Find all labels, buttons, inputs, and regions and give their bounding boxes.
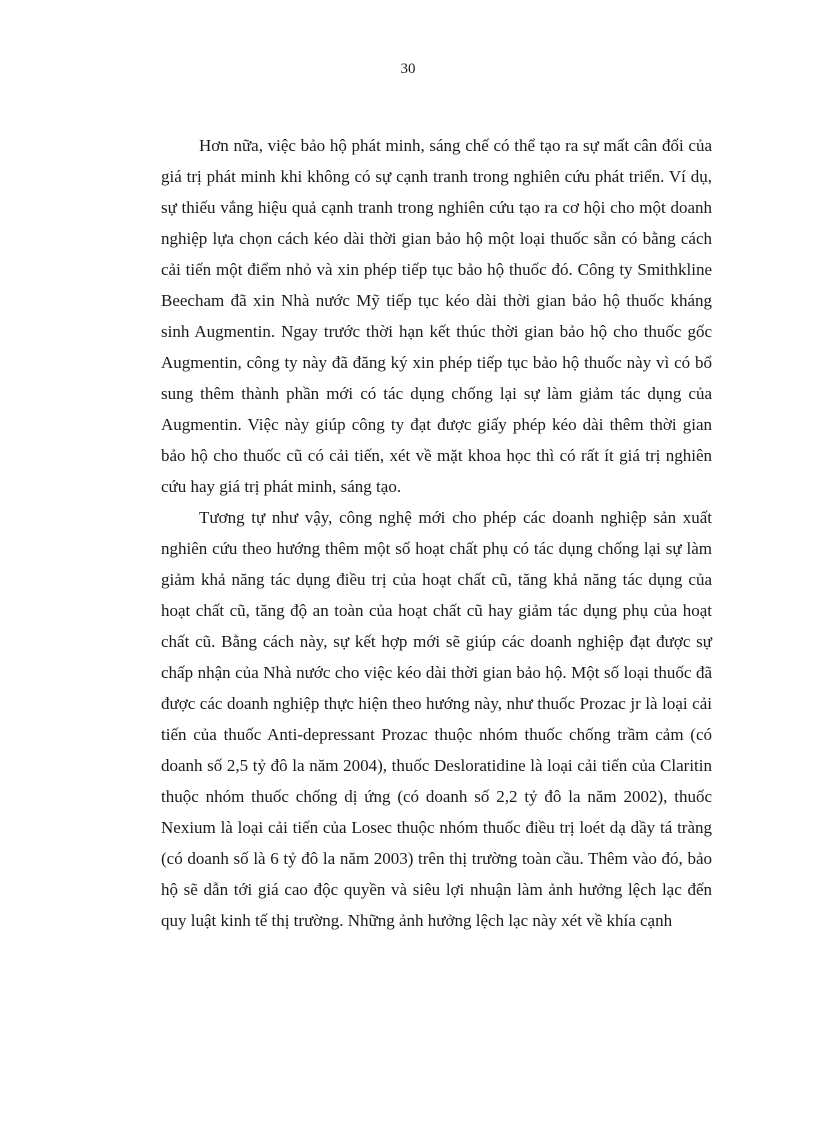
body-text: [161, 130, 712, 936]
paragraph-new-technology: Tương tự như vậy, công nghệ mới cho phép các doanh nghiệp sản xuất nghiên cứu theo hướng thêm một số hoạt chất phụ có tác dụng chống lại sự làm giảm khả năng tác dụng điều trị của hoạt chất cũ, tăng khả năng tác dụng của hoạt chất cũ, tăng độ an toàn của hoạt chất cũ hay giảm tác dụng phụ của hoạt chất cũ. Bằng cách này, sự kết hợp mới sẽ giúp các doanh nghiệp đạt được sự chấp nhận của Nhà nước cho việc kéo dài thời gian bảo hộ. Một số loại thuốc đã được các doanh nghiệp thực hiện theo hướng này, như thuốc Prozac jr là loại cải tiến của thuốc Anti-depressant Prozac thuộc nhóm thuốc chống trầm cảm (có doanh số 2,5 tỷ đô la năm 2004), thuốc Desloratidine là loại cải tiến của Claritin thuộc nhóm thuốc chống dị ứng (có doanh số 2,2 tỷ đô la năm 2002), thuốc Nexium là loại cải tiến của Losec thuộc nhóm thuốc điều trị loét dạ dầy tá tràng (có doanh số là 6 tỷ đô la năm 2003) trên thị trường toàn cầu. Thêm vào đó, bảo hộ sẽ dẫn tới giá cao độc quyền và siêu lợi nhuận làm ảnh hưởng lệch lạc đến quy luật kinh tế thị trường. Những ảnh hưởng lệch lạc này xét về khía cạnh: [161, 508, 712, 930]
page-number: 30: [400, 61, 416, 77]
paragraph-augmentin: Hơn nữa, việc bảo hộ phát minh, sáng chế có thể tạo ra sự mất cân đối của giá trị phát minh khi không có sự cạnh tranh trong nghiên cứu phát triển. Ví dụ, sự thiếu vắng hiệu quả cạnh tranh trong nghiên cứu tạo ra cơ hội cho một doanh nghiệp lựa chọn cách kéo dài thời gian bảo hộ một loại thuốc sẵn có bằng cách cải tiến một điểm nhỏ và xin phép tiếp tục bảo hộ thuốc đó. Công ty Smithkline Beecham đã xin Nhà nước Mỹ tiếp tục kéo dài thời gian bảo hộ thuốc kháng sinh Augmentin. Ngay trước thời hạn kết thúc thời gian bảo hộ cho thuốc gốc Augmentin, công ty này đã đăng ký xin phép tiếp tục bảo hộ thuốc này vì có bổ sung thêm thành phần mới có tác dụng chống lại sự làm giảm tác dụng của Augmentin. Việc này giúp công ty đạt được giấy phép kéo dài thêm thời gian bảo hộ cho thuốc cũ có cải tiến, xét về mặt khoa học thì có rất ít giá trị nghiên cứu hay giá trị phát minh, sáng tạo.: [161, 136, 712, 496]
